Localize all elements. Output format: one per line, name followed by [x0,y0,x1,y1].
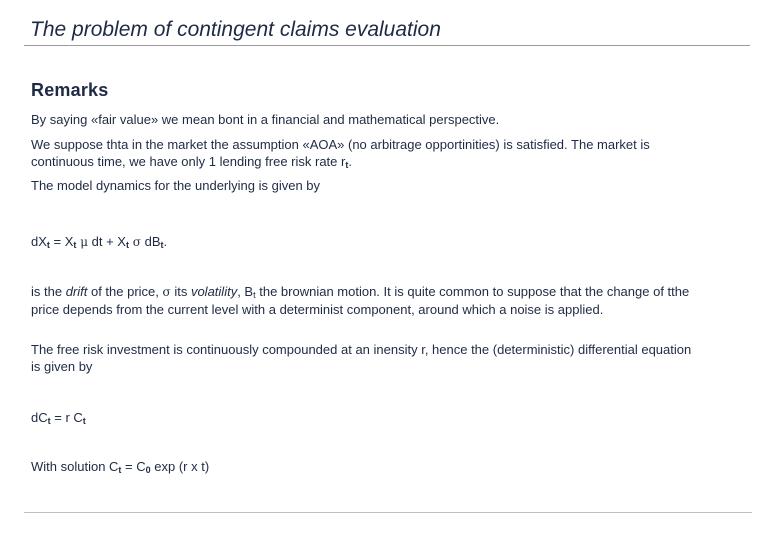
eq2-part: dC [31,410,48,425]
eq1-sub: t [125,240,129,250]
paragraph-market-assumption-text: We suppose thta in the market the assumption «AOA» (no arbitrage opportinities) is satisfied. The market is continuous time, we have only 1 lending free risk rate r [31,137,650,169]
eq1-part: dB [141,234,161,249]
eq2-sub: t [82,416,86,426]
p4-part: is the [31,284,66,299]
slide-title: The problem of contingent claims evaluation [30,18,441,41]
paragraph-fair-value: By saying «fair value» we mean bont in a financial and mathematical perspective. [31,112,500,127]
eq1-sub: t [73,240,77,250]
paragraph-solution [31,459,209,474]
eq2-part: = r C [50,410,83,425]
p6-part: With solution C [31,459,119,474]
paragraph-model-dynamics: The model dynamics for the underlying is given by [31,178,321,193]
footer-divider [24,512,752,513]
p6-part: exp (r x t) [150,459,210,474]
eq1-part: . [163,234,168,249]
rate-subscript: t [345,160,349,170]
sigma-symbol: σ [128,235,141,249]
eq2-sub: t [47,416,51,426]
p4-part: its [170,284,191,299]
p6-part: = C [121,459,146,474]
equation-free-risk [31,410,86,425]
eq1-part: = X [49,234,74,249]
p4-part: the brownian motion. It is quite common to suppose that the change of tthe price depends from the current level with a determinist component, around which a noise is applied. [31,284,690,317]
p4-part: , B [237,284,254,299]
eq1-part: dX [31,234,47,249]
volatility-term: volatility [190,284,238,299]
eq1-sub: t [46,240,50,250]
eq1-sub: t [160,240,164,250]
p4-part: of the price, [87,284,163,299]
p6-sub: t [118,465,122,475]
section-heading: Remarks [31,80,109,100]
equation-underlying-dynamics [31,234,167,249]
p4-sub: t [253,290,256,300]
title-divider [24,45,750,46]
paragraph-market-assumption [31,136,701,170]
sigma-symbol: σ [162,285,171,299]
paragraph-free-risk-investment: The free risk investment is continuously compounded at an inensity r, hence the (deterministic) differential equation is given by [31,342,692,374]
drift-term: drift [65,284,88,299]
paragraph-drift-volatility [31,283,701,318]
p6-sub: 0 [145,465,151,475]
mu-symbol: μ [76,235,89,249]
eq1-part: dt + X [88,234,126,249]
paragraph-end: . [348,154,352,169]
